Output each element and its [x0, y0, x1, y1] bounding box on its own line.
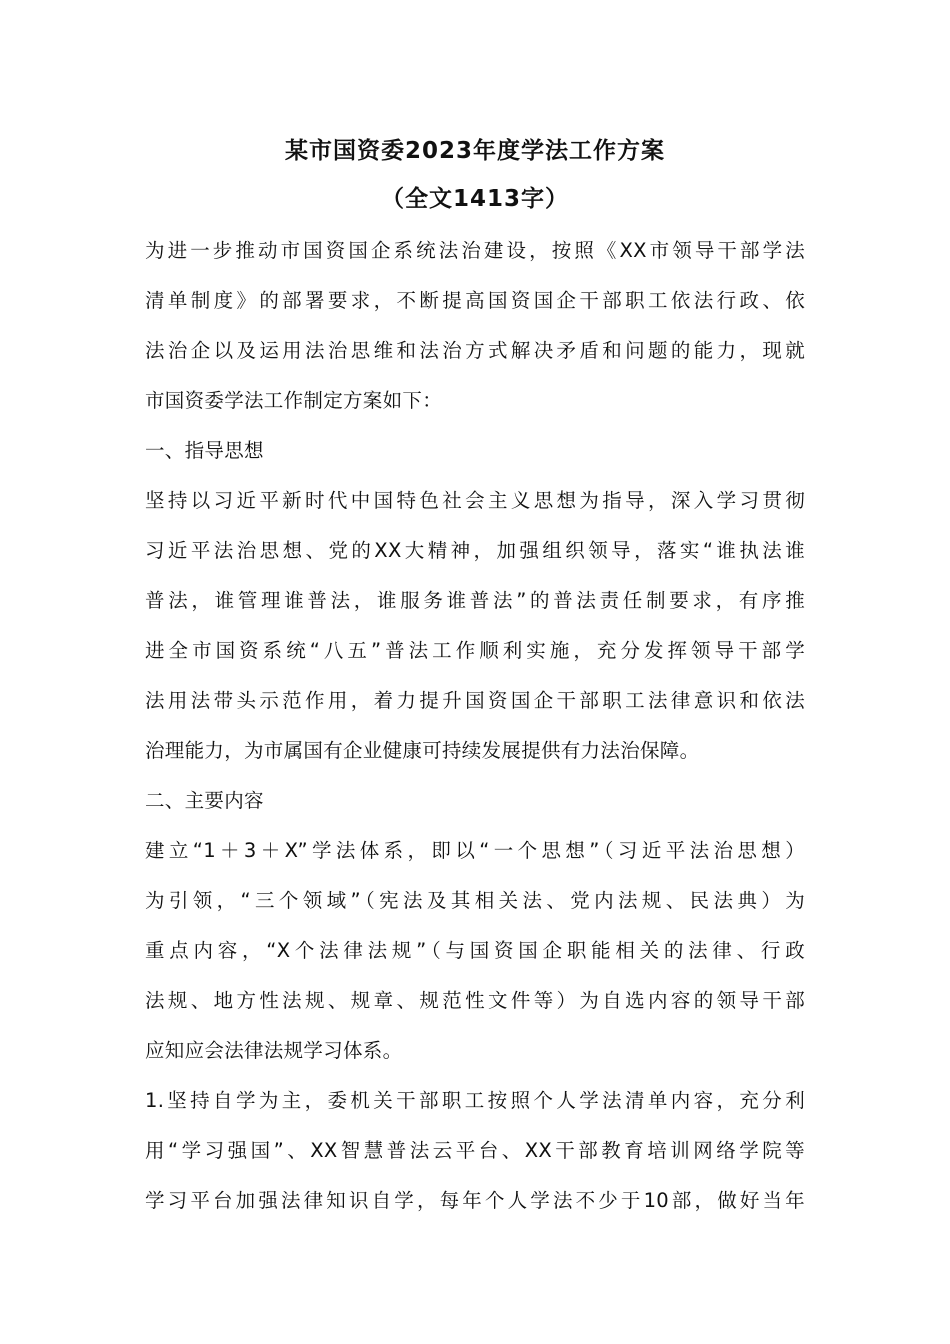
paragraph-line: 1.坚持自学为主，委机关干部职工按照个人学法清单内容，充分利 — [145, 1089, 805, 1112]
paragraph-line: 为引领，“三个领域”（宪法及其相关法、党内法规、民法典）为 — [145, 889, 805, 912]
document-subtitle: （全文1413字） — [380, 186, 569, 212]
paragraph-line: 治理能力，为市属国有企业健康可持续发展提供有力法治保障。 — [145, 739, 700, 762]
paragraph-line: 重点内容，“X个法律法规”（与国资国企职能相关的法律、行政 — [145, 939, 805, 962]
paragraph-line: 习近平法治思想、党的XX大精神，加强组织领导，落实“谁执法谁 — [145, 539, 805, 562]
paragraph-line: 普法，谁管理谁普法，谁服务谁普法”的普法责任制要求，有序推 — [145, 589, 805, 612]
paragraph-line: 法治企以及运用法治思维和法治方式解决矛盾和问题的能力，现就 — [145, 339, 805, 362]
paragraph-line: 法规、地方性法规、规章、规范性文件等）为自选内容的领导干部 — [145, 989, 805, 1012]
document-body — [145, 232, 805, 1232]
paragraph-line: 用“学习强国”、XX智慧普法云平台、XX干部教育培训网络学院等 — [145, 1139, 805, 1162]
paragraph-line: 进全市国资系统“八五”普法工作顺利实施，充分发挥领导干部学 — [145, 639, 805, 662]
section-heading: 二、主要内容 — [145, 789, 264, 812]
paragraph-line: 市国资委学法工作制定方案如下： — [145, 389, 443, 412]
paragraph-line: 建立“1＋3＋X”学法体系，即以“一个思想”（习近平法治思想） — [145, 839, 805, 862]
paragraph-line: 法用法带头示范作用，着力提升国资国企干部职工法律意识和依法 — [145, 689, 805, 712]
section-heading: 一、指导思想 — [145, 439, 264, 462]
paragraph-line: 应知应会法律法规学习体系。 — [145, 1039, 403, 1062]
paragraph-line: 清单制度》的部署要求，不断提高国资国企干部职工依法行政、依 — [145, 289, 805, 312]
paragraph-line: 为进一步推动市国资国企系统法治建设，按照《XX市领导干部学法 — [145, 239, 805, 262]
paragraph-line: 坚持以习近平新时代中国特色社会主义思想为指导，深入学习贯彻 — [145, 489, 805, 512]
paragraph-line: 学习平台加强法律知识自学，每年个人学法不少于10部，做好当年 — [145, 1189, 805, 1212]
document-title: 某市国资委2023年度学法工作方案 — [284, 138, 665, 164]
